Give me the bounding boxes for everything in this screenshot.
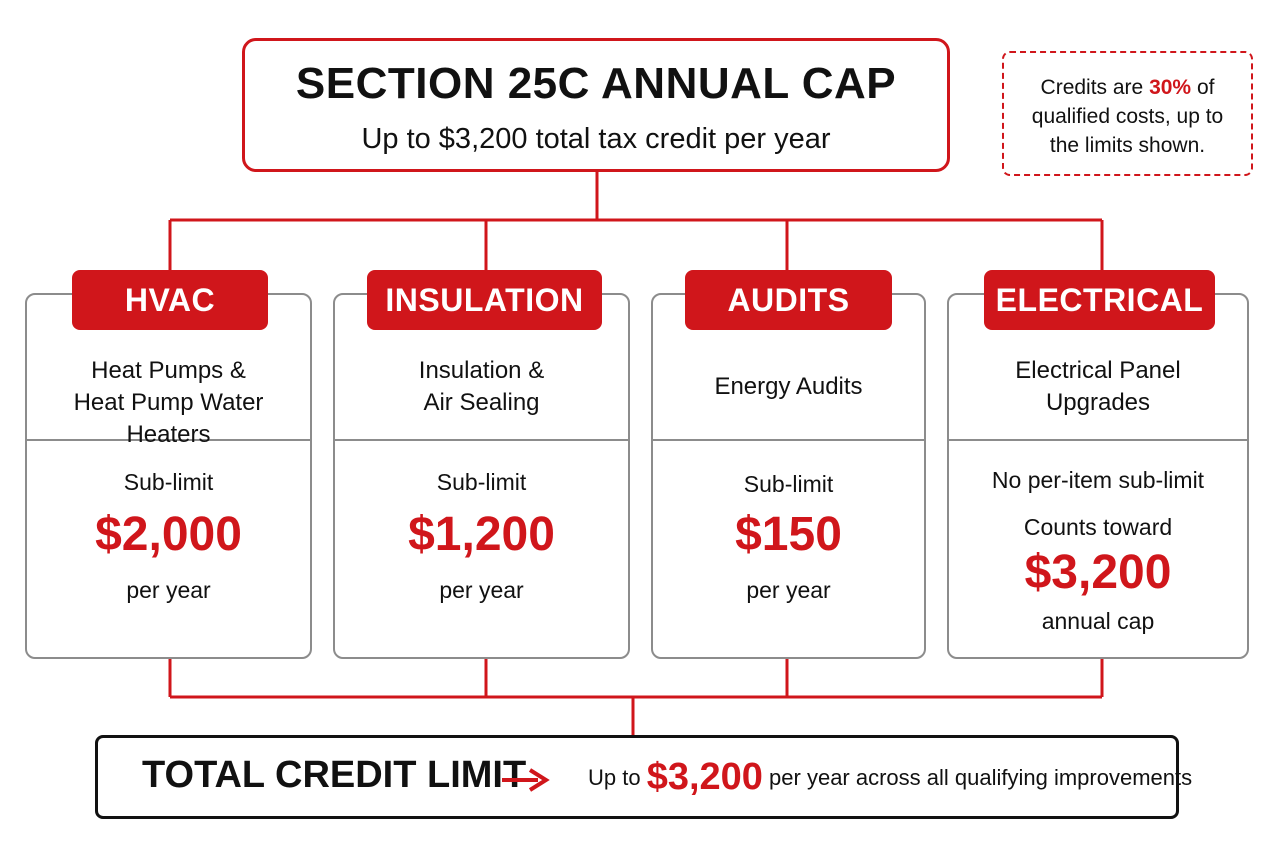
card-insulation-desc-1: Insulation &	[418, 357, 545, 384]
card-insulation-amount: $1,200	[408, 508, 555, 561]
card-electrical-amount: $3,200	[1024, 546, 1172, 599]
card-audits-amount: $150	[735, 508, 842, 561]
page-title: SECTION 25C ANNUAL CAP	[295, 59, 897, 108]
note-line-2: qualified costs, up to	[1031, 105, 1224, 128]
card-electrical-label-2: Counts toward	[1023, 514, 1173, 540]
card-electrical	[947, 293, 1249, 659]
card-electrical-desc-2: Upgrades	[1045, 389, 1151, 416]
total-suffix: per year across all qualifying improvements	[762, 765, 1193, 790]
card-hvac-desc-2: Heat Pump Water Heaters	[73, 389, 264, 448]
tab-insulation: INSULATION	[367, 270, 602, 330]
card-insulation-label: Sub-limit	[436, 469, 527, 495]
title-box	[242, 38, 950, 172]
total-label: TOTAL CREDIT LIMIT	[142, 754, 527, 796]
note-line-1	[1004, 73, 1251, 102]
card-hvac-period: per year	[126, 577, 211, 603]
total-credit-box	[95, 735, 1193, 819]
tab-audits: AUDITS	[685, 270, 892, 330]
note-suffix: of	[1191, 76, 1215, 99]
arrow-right-icon	[500, 766, 552, 794]
card-hvac-desc-1: Heat Pumps &	[91, 357, 246, 384]
card-electrical-desc-1: Electrical Panel	[1015, 357, 1181, 384]
card-insulation	[333, 293, 630, 659]
card-electrical-label: No per-item sub-limit	[991, 467, 1205, 493]
credit-rate-note	[1002, 51, 1253, 176]
total-amount: $3,200	[646, 756, 763, 798]
total-prefix: Up to	[588, 765, 647, 790]
card-hvac	[25, 293, 312, 659]
total-description	[588, 756, 1192, 799]
note-prefix: Credits are	[1040, 76, 1150, 99]
card-audits-period: per year	[746, 577, 831, 603]
card-hvac-label: Sub-limit	[123, 469, 214, 495]
card-audits-label: Sub-limit	[743, 471, 834, 497]
card-audits	[651, 293, 926, 659]
card-insulation-period: per year	[439, 577, 524, 603]
card-audits-desc-1: Energy Audits	[714, 373, 863, 400]
tab-electrical: ELECTRICAL	[984, 270, 1215, 330]
card-hvac-amount: $2,000	[95, 508, 242, 561]
note-line-3: the limits shown.	[1049, 134, 1206, 157]
page-subtitle: Up to $3,200 total tax credit per year	[361, 123, 831, 155]
card-insulation-desc-2: Air Sealing	[423, 389, 540, 416]
card-electrical-period: annual cap	[1041, 608, 1155, 634]
note-rate: 30%	[1149, 76, 1192, 99]
tab-hvac: HVAC	[72, 270, 268, 330]
